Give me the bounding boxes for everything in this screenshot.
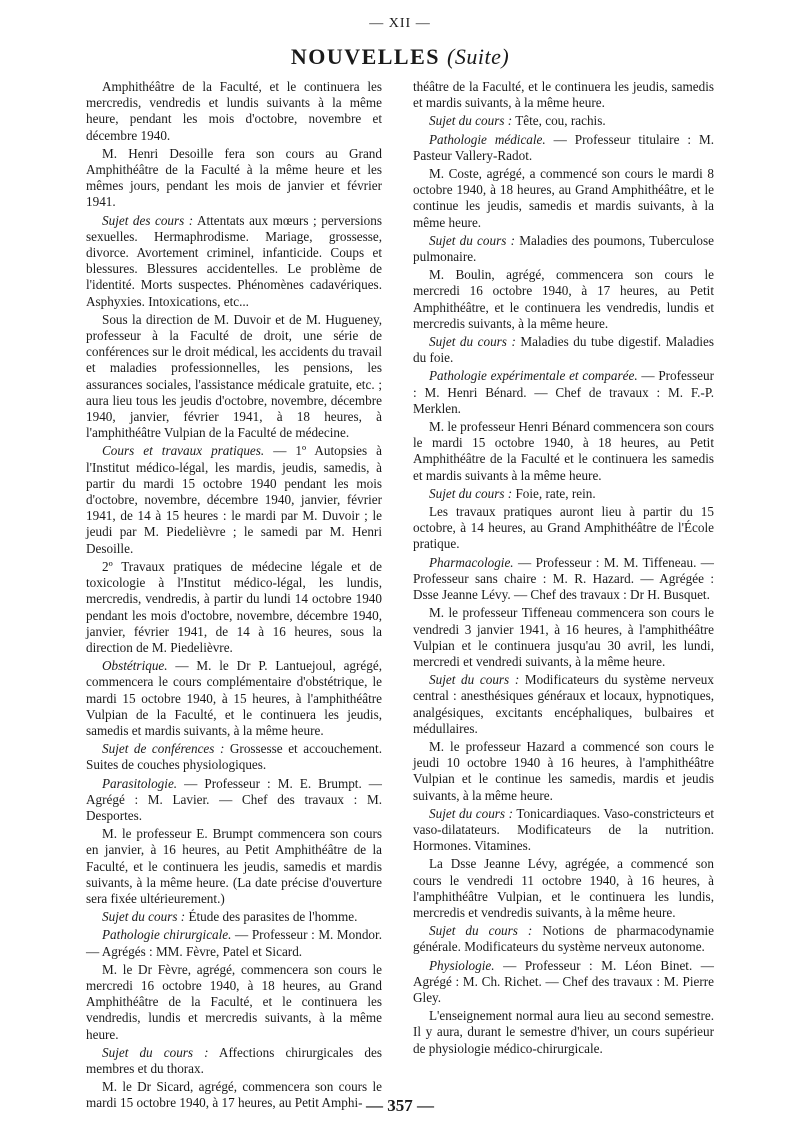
paragraph-text: M. le professeur E. Brumpt commencera son cours en janvier, à 16 heures, au Petit Amphithéâtre de la Faculté, et le continuera les jeudis, samedis et mardis suivants, à la même heure. (La date précise d'ouverture sera fixée ultérieurement.): [86, 826, 382, 906]
section-heading: Cours et travaux pratiques.: [102, 443, 265, 459]
section-heading: Pathologie chirurgicale.: [102, 927, 232, 943]
paragraph-text: — Professeur : M. E. Brumpt. — Agrégé : M. Lavier. — Chef des travaux : M. Desportes.: [86, 775, 382, 823]
paragraph-text: Maladies du tube digestif. Maladies du foie.: [413, 334, 714, 366]
section-heading: Sujet du cours :: [429, 232, 515, 248]
paragraph: [413, 113, 714, 129]
paragraph: [413, 739, 714, 804]
paragraph: [86, 658, 382, 739]
paragraph-text: Tête, cou, rachis.: [512, 113, 606, 129]
paragraph: [86, 79, 382, 144]
paragraph-text: Sous la direction de M. Duvoir et de M. Hugueney, professeur à la Faculté de droit, une série de conférences sur le droit médical, les accidents du travail et maladies professionnelles, les pensions, les assurances sociales, l'assistance médicale gratuite, etc. ; aura lieu tous les jeudis d'octobre, novembre, décembre 1940, janvier, février 1941, à 18 heures, à l'amphithéâtre Vulpian de la Faculté de médecine.: [86, 311, 382, 441]
section-heading: Sujet du cours :: [429, 672, 520, 688]
paragraph-text: Modificateurs du système nerveux central : anesthésiques généraux et locaux, hypnotiques, analgésiques, excitants encéphaliques, bulbaires et médullaires.: [413, 672, 714, 736]
paragraph-text: — M. le Dr P. Lantuejoul, agrégé, commencera le cours complémentaire d'obstétrique, le mardi 15 octobre 1940, à 15 heures, à l'amphithéâtre Vulpian de la Faculté, et le continuera les jeudis, samedis et mardis suivants, à la même heure.: [86, 658, 382, 738]
section-heading: Sujet des cours :: [102, 212, 194, 228]
paragraph-text: Tonicardiaques. Vaso-constricteurs et vaso-dilatateurs. Modificateurs de la nutrition. Hormones. Vitamines.: [413, 805, 714, 854]
section-heading: Sujet du cours :: [429, 923, 533, 939]
paragraph: [86, 741, 382, 773]
paragraph: [413, 923, 714, 955]
paragraph-text: — Professeur : M. Henri Bénard. — Chef de travaux : M. F.-P. Merklen.: [413, 368, 715, 416]
paragraph-text: M. Henri Desoille fera son cours au Grand Amphithéâtre de la Faculté à la même heure et les mêmes jours, pendant les mois de janvier et février 1941.: [86, 145, 382, 210]
paragraph-text: Affections chirurgicales des membres et du thorax.: [86, 1044, 382, 1076]
section-heading: Sujet du cours :: [429, 334, 516, 350]
paragraph: [86, 146, 382, 211]
paragraph: [413, 486, 714, 502]
paragraph: [413, 419, 714, 484]
paragraph: [413, 334, 714, 366]
paragraph-text: — Professeur titulaire : M. Pasteur Vallery-Radot.: [413, 131, 714, 163]
paragraph-text: M. le professeur Tiffeneau commencera son cours le vendredi 3 janvier 1941, à 16 heures, à l'amphithéâtre Vulpian et le continuera jusqu'au 30 avril, les lundi, mercredi et vendredi suivants, à la même heure.: [413, 605, 714, 669]
paragraph: [413, 958, 714, 1007]
paragraph-text: — Professeur : M. Léon Binet. — Agrégé : M. Ch. Richet. — Chef des travaux : M. Pierre Gley.: [413, 957, 714, 1005]
title-suite: (Suite): [447, 44, 510, 69]
paragraph-text: Maladies des poumons, Tuberculose pulmonaire.: [413, 232, 714, 265]
paragraph: [413, 555, 714, 604]
paragraph: [86, 312, 382, 442]
paragraph: [86, 776, 382, 825]
title-text: NOUVELLES: [290, 44, 441, 69]
page-folio: — 357 —: [366, 1096, 434, 1115]
paragraph: [86, 213, 382, 310]
paragraph: [86, 443, 382, 556]
paragraph: [86, 1045, 382, 1077]
paragraph: [413, 233, 714, 265]
paragraph-text: M. le professeur Hazard a commencé son cours le jeudi 10 octobre 1940 à 16 heures, à l'amphithéâtre Vulpian et le continue les samedis, mardis et jeudis suivants, à la même heure.: [413, 738, 714, 803]
paragraph-text: Étude des parasites de l'homme.: [185, 909, 358, 925]
page-title: [0, 44, 800, 70]
paragraph-text: — 1º Autopsies à l'Institut médico-légal, les mardis, jeudis, samedis, à partir du mardi 15 octobre 1940 pendant les mois d'octobre, novembre, décembre 1940, janvier, février 1941, de 14 à 15 heures : le mardi par M. Duvoir ; le jeudi par M. Piedelièvre ; le samedi par M. Henri Desoille.: [86, 443, 382, 556]
paragraph-text: Grossesse et accouchement. Suites de couches physiologiques.: [86, 741, 382, 773]
paragraph: [86, 826, 382, 907]
paragraph: [86, 559, 382, 656]
paragraph: [413, 368, 714, 417]
section-heading: Physiologie.: [429, 957, 495, 973]
paragraph: [413, 806, 714, 855]
paragraph: [86, 962, 382, 1043]
paragraph-text: M. le professeur Henri Bénard commencera son cours le mardi 15 octobre 1940, à 18 heures, au Petit Amphithéâtre de la Faculté et le continuera les samedis et mardis suivants à la même heure.: [413, 419, 714, 483]
paragraph: [413, 79, 714, 111]
section-heading: Sujet de conférences :: [102, 741, 225, 757]
paragraph-text: Notions de pharmacodynamie générale. Modificateurs du système nerveux autonome.: [413, 923, 714, 955]
paragraph-text: Les travaux pratiques auront lieu à partir du 15 octobre, à 14 heures, au Grand Amphithéâtre de l'École pratique.: [413, 504, 714, 552]
section-heading: Sujet du cours :: [429, 113, 513, 129]
paragraph-text: L'enseignement normal aura lieu au second semestre. Il y aura, durant le semestre d'hiver, un cours supérieur de physiologie médico-chirurgicale.: [413, 1008, 714, 1056]
section-heading: Obstétrique.: [102, 658, 168, 674]
left-column: [86, 79, 382, 1114]
roman-page-number: — XII —: [369, 16, 431, 31]
paragraph: [413, 856, 714, 921]
paragraph-text: M. le Dr Sicard, agrégé, commencera son cours le mardi 15 octobre 1940, à 17 heures, au Petit Amphi-: [86, 1079, 382, 1111]
paragraph-text: théâtre de la Faculté, et le continuera les jeudis, samedis et mardis suivants, à la même heure.: [413, 79, 714, 111]
paragraph-text: Amphithéâtre de la Faculté, et le continuera les mercredis, vendredis et lundis suivants à la même heure, pendant les mois d'octobre, novembre et décembre 1940.: [86, 79, 382, 143]
section-heading: Parasitologie.: [102, 775, 178, 791]
paragraph-text: M. Boulin, agrégé, commencera son cours le mercredi 16 octobre 1940, à 17 heures, au Petit Amphithéâtre, et le continuera les vendredis, lundis et mercredis suivants, à la même heure.: [413, 267, 714, 331]
section-heading: Pharmacologie.: [429, 554, 514, 570]
paragraph-text: Attentats aux mœurs ; perversions sexuelles. Hermaphrodisme. Mariage, grossesse, divorce. Avortement criminel, infanticide. Coups et blessures. Blessures accidentelles. Le problème de l'identité. Morts suspectes. Phénomènes cadavériques. Asphyxies. Intoxications, etc...: [86, 212, 382, 309]
paragraph-text: M. Coste, agrégé, a commencé son cours le mardi 8 octobre 1940, à 18 heures, au Grand Amphithéâtre, et le continue les jeudis, samedis et mardis suivants, à la même heure.: [413, 166, 714, 230]
paragraph-text: — Professeur : M. Mondor. — Agrégés : MM. Fèvre, Patel et Sicard.: [86, 927, 382, 959]
paragraph-text: Foie, rate, rein.: [512, 485, 596, 501]
right-column: [413, 79, 714, 1059]
section-heading: Sujet du cours :: [429, 805, 514, 821]
section-heading: Pathologie médicale.: [429, 131, 546, 147]
paragraph: [413, 504, 714, 553]
paragraph-text: M. le Dr Fèvre, agrégé, commencera son cours le mercredi 16 octobre 1940, à 18 heures, au Grand Amphithéâtre de la Faculté, et le continuera les vendredis, lundis et mercredis suivants, à la même heure.: [86, 961, 382, 1042]
paragraph: [86, 927, 382, 959]
paragraph: [413, 166, 714, 231]
paragraph-text: — Professeur : M. M. Tiffeneau. — Professeur sans chaire : M. R. Hazard. — Agrégée : Dsse Jeanne Lévy. — Chef des travaux : Dr H. Busquet.: [413, 554, 714, 603]
section-heading: Pathologie expérimentale et comparée.: [429, 368, 638, 384]
paragraph: [413, 267, 714, 332]
paragraph: [413, 1008, 714, 1057]
paragraph: [413, 605, 714, 670]
paragraph: [413, 672, 714, 737]
section-heading: Sujet du cours :: [102, 1044, 209, 1060]
section-heading: Sujet du cours :: [429, 485, 513, 501]
paragraph-text: La Dsse Jeanne Lévy, agrégée, a commencé son cours le vendredi 11 octobre 1940, à 16 heures, à l'amphithéâtre Vulpian, et le continuera les lundis, mercredis et vendredis suivants, à la même heure.: [413, 856, 714, 920]
paragraph: [413, 132, 714, 164]
paragraph-text: 2º Travaux pratiques de médecine légale et de toxicologie à l'Institut médico-légal, les lundis, mercredis, vendredis, à partir du lundi 14 octobre 1940 pendant les mois d'octobre, novembre, décembre 1940, janvier, février 1941, de 14 à 16 heures, sous la direction de M. Piedelièvre.: [86, 558, 382, 655]
paragraph: [86, 909, 382, 925]
section-heading: Sujet du cours :: [102, 909, 186, 925]
